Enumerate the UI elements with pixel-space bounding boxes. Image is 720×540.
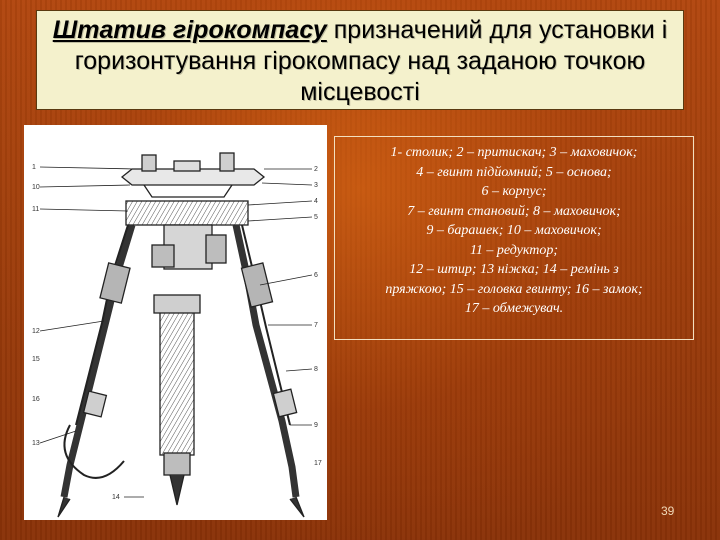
title-emphasis: Штатив гірокомпасу (52, 16, 327, 44)
legend-line: 17 – обмежувач. (464, 301, 564, 316)
legend-line: 7 – гвинт становий; 8 – маховичок; (407, 203, 621, 219)
tripod-drawing (24, 125, 327, 520)
callout-number: 8 (314, 366, 318, 373)
legend-line: пряжкою; 15 – головка гвинту; 16 – замок; (385, 281, 643, 297)
callout-number: 11 (32, 206, 40, 213)
callout-number: 16 (32, 396, 40, 403)
legend-line: 6 – корпус; (481, 184, 547, 199)
callout-number: 3 (314, 182, 318, 189)
callout-number: 9 (314, 422, 318, 429)
callout-number: 15 (32, 356, 40, 363)
callout-number: 6 (314, 272, 318, 279)
callout-number: 7 (314, 322, 318, 329)
callout-number: 10 (32, 184, 40, 191)
legend-line: 1- столик; 2 – притискач; 3 – маховичок; (390, 145, 638, 160)
callout-number: 2 (314, 166, 318, 173)
legend-line: 12 – штир; 13 ніжка; 14 – ремінь з (409, 262, 619, 277)
callout-number: 17 (314, 460, 322, 467)
callout-number: 5 (314, 214, 318, 221)
legend-line: 11 – редуктор; (469, 242, 559, 258)
callout-number: 4 (314, 198, 318, 205)
legend-line: 9 – барашек; 10 – маховичок; (426, 223, 602, 238)
callout-number: 1 (32, 164, 36, 171)
page-number: 39 (661, 504, 675, 518)
legend-box (334, 136, 694, 340)
callout-number: 14 (112, 494, 120, 501)
slide-title (36, 10, 684, 110)
legend-line: 4 – гвинт підйомний; 5 – основа; (416, 164, 612, 180)
callout-number: 13 (32, 440, 40, 447)
tripod-illustration (24, 125, 327, 520)
title-text: призначений для установки і горизонтування гірокомпасу над заданою точкою місцевості (74, 16, 668, 106)
callout-number: 12 (32, 328, 40, 335)
